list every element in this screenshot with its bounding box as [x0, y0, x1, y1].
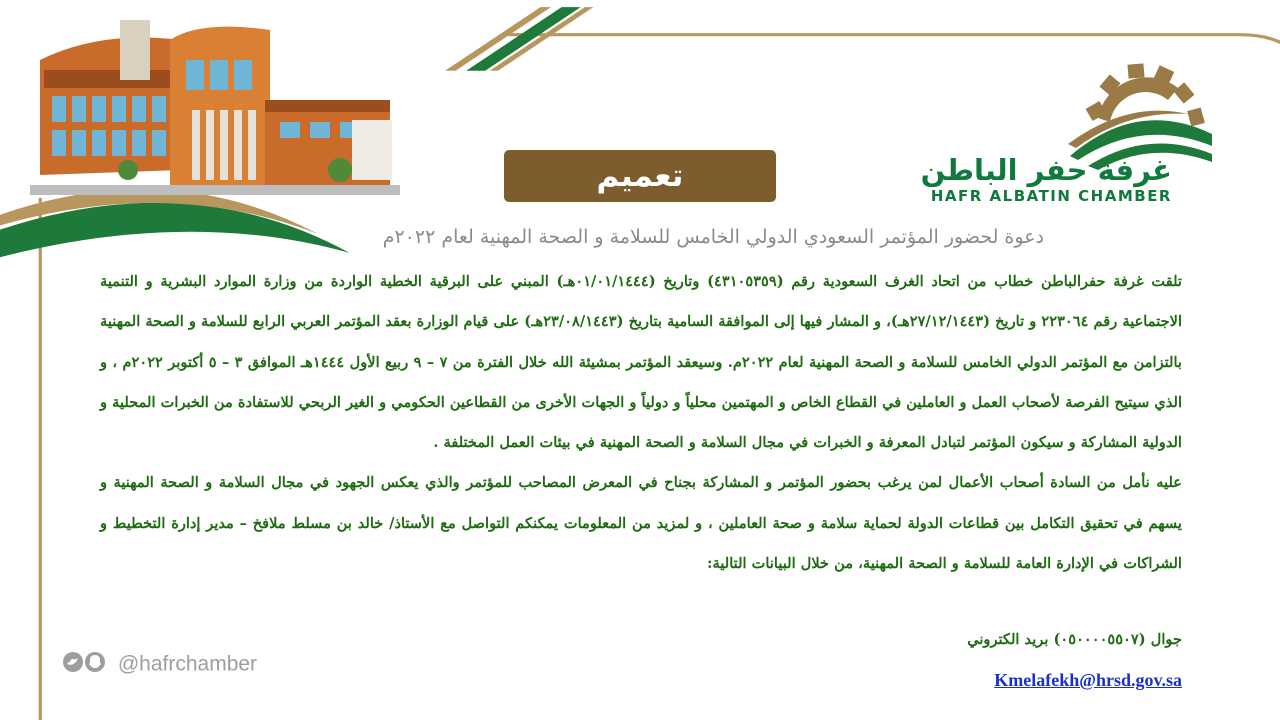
invitation-subtitle: دعوة لحضور المؤتمر السعودي الدولي الخامس للسلامة و الصحة المهنية لعام ٢٠٢٢م	[382, 226, 1044, 248]
brand-name-arabic: غرفة حفر الباطن	[920, 153, 1172, 187]
body-paragraph-1: تلقت غرفة حفرالباطن خطاب من اتحاد الغرف السعودية رقم (٤٣١٠٥٣٥٩) وتاريخ (٠١/٠١/١٤٤٤هـ) المبني على البرقية الخطية الواردة من وزارة الموارد البشرية و التنمية الاجتماعية رقم ٢٢٣٠٦٤ و تاريخ (٢٧/١٢/١٤٤٣هـ)، و المشار فيها إلى الموافقة السامية بتاريخ (٢٣/٠٨/١٤٤٣هـ) على قيام الوزارة بعقد المؤتمر العربي الرابع للسلامة و الصحة المهنية بالتزامن مع المؤتمر الدولي الخامس للسلامة و الصحة المهنية لعام ٢٠٢٢م. وسيعقد المؤتمر بمشيئة الله خلال الفترة من ٧ – ٩ ربيع الأول ١٤٤٤هـ الموافق ٣ – ٥ أكتوبر ٢٠٢٢م ، و الذي سيتيح الفرصة لأصحاب العمل و العاملين في القطاع الخاص و المهتمين محلياً و دولياً و الجهات الأخرى من القطاعين الحكومي و الغير الربحي للاستفادة من الخبرات المحلية و الدولية المشاركة و سيكون المؤتمر لتبادل المعرفة و الخبرات في مجال السلامة و الصحة المهنية في بيئات العمل المختلفة .	[100, 273, 1182, 452]
brand-name-english: HAFR ALBATIN CHAMBER	[930, 187, 1172, 205]
body-paragraph-2: عليه نأمل من السادة أصحاب الأعمال لمن يرغب بحضور المؤتمر و المشاركة بجناح في المعرض المصاحب للمؤتمر والذي يعكس الجهود في مجال السلامة و الصحة المهنية و يسهم في تحقيق التكامل بين قطاعات الدولة لحماية سلامة و صحة العاملين ، و لمزيد من المعلومات يمكنكم التواصل مع الأستاذ/ خالد بن مسلط ملافخ – مدير إدارة التخطيط و الشراكات في الإدارة العامة للسلامة و الصحة المهنية، من خلال البيانات التالية:	[100, 474, 1182, 573]
building-image	[0, 0, 560, 240]
contact-email-link[interactable]: Kmelafekh@hrsd.gov.sa	[994, 670, 1182, 690]
contact-phone-line: جوال (٠٥٠٠٠٠٥٥٠٧) بريد الكتروني	[967, 631, 1182, 648]
snapchat-icon	[85, 652, 105, 672]
social-icons	[62, 650, 106, 680]
circular-body	[100, 262, 1182, 584]
circular-title-badge: تعميم	[504, 150, 776, 202]
twitter-icon	[63, 652, 83, 672]
social-handle: @hafrchamber	[117, 652, 258, 676]
social-handle-block	[62, 650, 257, 680]
